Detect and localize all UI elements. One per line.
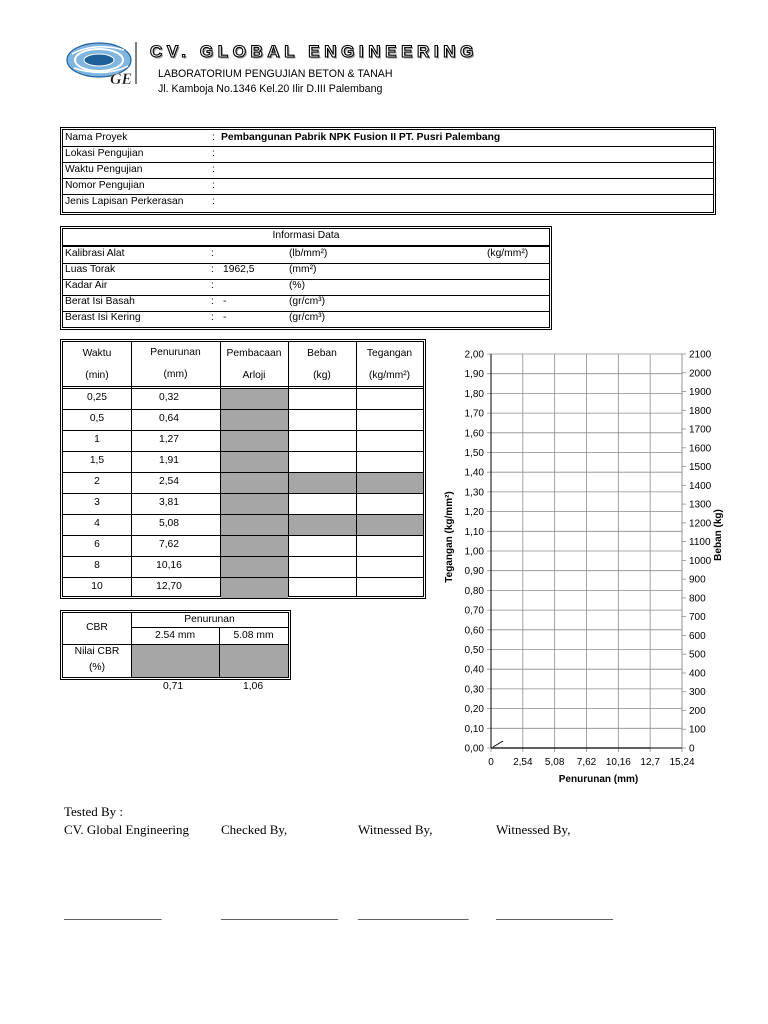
table-shaded-cell [221, 536, 288, 556]
company-name: CV. GLOBAL ENGINEERING [150, 42, 478, 61]
info-colon: : [211, 264, 214, 275]
chart-y2-tick-label: 1600 [689, 443, 712, 455]
chart-y-tick-label: 0,00 [464, 743, 484, 755]
chart-y-tick-label: 0,30 [464, 684, 484, 696]
chart-y2-tick-label: 2000 [689, 368, 712, 380]
chart-y-tick-label: 1,30 [464, 487, 484, 499]
cbr-penurunan-label: Penurunan [184, 614, 235, 625]
header-beban: Beban [307, 348, 337, 359]
info-title: Informasi Data [272, 230, 340, 241]
project-colon: : [212, 180, 215, 191]
header-tegangan-unit: (kg/mm²) [368, 370, 411, 381]
chart-x-axis-label: Penurunan (mm) [558, 774, 639, 785]
chart-y2-axis-label: Beban (kg) [713, 509, 724, 561]
info-unit-2: (kg/mm²) [487, 248, 529, 259]
table-cell-penurunan: 3,81 [158, 497, 180, 508]
info-label: Kalibrasi Alat [65, 248, 125, 259]
chart-y2-tick-label: 900 [689, 574, 706, 586]
cbr-col-2-54: 2.54 mm [154, 630, 196, 641]
chart-y-tick-label: 0,70 [464, 605, 484, 617]
info-colon: : [211, 280, 214, 291]
chart-y-tick-label: 0,60 [464, 625, 484, 637]
chart-y2-tick-label: 1000 [689, 555, 712, 567]
project-colon: : [212, 132, 215, 143]
info-value: - [223, 312, 227, 323]
header-waktu-unit: (min) [85, 370, 109, 381]
cbr-table [62, 612, 289, 678]
chart-y-tick-label: 1,90 [464, 369, 484, 381]
chart-y-tick-label: 1,50 [464, 448, 484, 459]
table-shaded-cell [357, 473, 423, 493]
chart-y-tick-label: 0,80 [464, 585, 484, 597]
cbr-pct-label: (%) [88, 662, 105, 673]
table-shaded-cell [221, 515, 288, 535]
table-shaded-cell [221, 557, 288, 577]
table-shaded-cell [289, 473, 356, 493]
chart-x-tick-label: 12,7 [640, 757, 660, 768]
chart-y2-tick-label: 1700 [689, 424, 712, 436]
info-unit: (lb/mm²) [289, 248, 328, 259]
table-cell-waktu: 6 [94, 539, 100, 550]
project-label: Nomor Pengujian [65, 180, 145, 191]
table-cell-penurunan: 2,54 [158, 476, 180, 487]
table-cell-waktu: 0,25 [86, 392, 108, 403]
table-cell-waktu: 4 [94, 518, 100, 529]
info-colon: : [211, 312, 214, 323]
laboratory-name: LABORATORIUM PENGUJIAN BETON & TANAH [158, 68, 393, 80]
checked-by-label: Checked By, [221, 822, 288, 837]
project-row [63, 146, 713, 163]
chart-x-tick-label: 2,54 [513, 757, 533, 768]
table-cell-penurunan: 0,64 [158, 413, 180, 424]
project-colon: : [212, 148, 215, 159]
chart-x-tick-label: 10,16 [605, 757, 631, 768]
chart-x-tick-label: 5,08 [544, 757, 565, 768]
header-penurunan: Penurunan [150, 347, 201, 358]
header-penurunan-unit: (mm) [163, 369, 188, 380]
info-unit: (gr/cm³) [289, 296, 326, 307]
chart-y2-tick-label: 1400 [689, 480, 712, 492]
info-colon: : [211, 296, 214, 307]
table-cell-waktu: 10 [91, 581, 103, 592]
chart-y2-tick-label: 1900 [689, 387, 712, 399]
chart-y2-tick-label: 700 [689, 612, 706, 624]
signature-line-witness-1: _________________ [358, 906, 469, 921]
cbr-divider [131, 627, 288, 628]
chart-x-tick-label: 0 [488, 757, 494, 768]
table-shaded-cell [357, 515, 423, 535]
chart-y2-tick-label: 600 [689, 630, 706, 642]
chart-y2-tick-label: 1500 [689, 462, 712, 474]
table-cell-penurunan: 12,70 [156, 581, 182, 592]
chart-y-tick-label: 0,40 [464, 664, 484, 676]
info-colon: : [211, 248, 214, 259]
cbr-chart-svg [440, 340, 730, 790]
table-cell-penurunan: 10,16 [156, 560, 182, 571]
table-cell-waktu: 0,5 [89, 413, 105, 424]
tester-company: CV. Global Engineering [64, 822, 190, 837]
signature-line-witness-2: __________________ [496, 906, 613, 921]
chart-y-tick-label: 1,00 [464, 546, 484, 558]
project-value: Pembangunan Pabrik NPK Fusion II PT. Pusri Palembang [221, 132, 501, 143]
company-logo [64, 40, 146, 86]
info-data-box [62, 228, 550, 328]
info-unit: (gr/cm³) [289, 312, 326, 323]
table-cell-waktu: 8 [94, 560, 100, 571]
table-shaded-cell [221, 494, 288, 514]
cbr-value-5-08: 1,06 [243, 681, 264, 692]
chart-y-tick-label: 2,00 [464, 349, 484, 361]
chart-y2-tick-label: 100 [689, 724, 706, 736]
chart-y-tick-label: 1,10 [464, 526, 484, 538]
info-row [63, 311, 549, 327]
chart-y-axis-label: Tegangan (kg/mm²) [444, 491, 455, 583]
cbr-nilai-label: Nilai CBR [74, 646, 120, 657]
signature-line-tester: _______________ [64, 906, 162, 921]
chart-y2-tick-label: 1800 [689, 405, 712, 417]
chart-y2-tick-label: 400 [689, 668, 706, 680]
info-label: Berast Isi Kering [65, 312, 141, 323]
info-label: Kadar Air [65, 280, 108, 291]
chart-y2-tick-label: 2100 [689, 349, 712, 361]
table-shaded-cell [221, 431, 288, 451]
project-label: Jenis Lapisan Perkerasan [65, 196, 184, 207]
chart-y2-tick-label: 800 [689, 593, 706, 605]
chart-y2-tick-label: 200 [689, 705, 706, 717]
project-colon: : [212, 164, 215, 175]
info-unit: (mm²) [289, 264, 317, 275]
header-waktu: Waktu [82, 348, 112, 359]
table-cell-waktu: 1,5 [89, 455, 105, 466]
chart-x-tick-label: 7,62 [576, 757, 597, 768]
info-value: 1962,5 [223, 264, 255, 275]
table-cell-penurunan: 1,27 [158, 434, 180, 445]
chart-y-tick-label: 1,60 [464, 428, 484, 440]
chart-y-tick-label: 1,70 [464, 408, 484, 420]
project-label: Lokasi Pengujian [65, 148, 144, 159]
table-shaded-cell [221, 389, 288, 409]
table-shaded-cell [289, 515, 356, 535]
table-cell-penurunan: 7,62 [158, 539, 180, 550]
chart-origin-mark [493, 741, 503, 747]
project-label: Nama Proyek [65, 132, 128, 143]
info-unit: (%) [289, 280, 306, 291]
table-row-divider [63, 386, 423, 387]
info-row [63, 247, 549, 264]
info-label: Berat Isi Basah [65, 296, 135, 307]
project-row [63, 162, 713, 179]
info-label: Luas Torak [65, 264, 116, 275]
chart-y2-tick-label: 300 [689, 687, 706, 699]
table-cell-waktu: 2 [94, 476, 100, 487]
cbr-shaded-cell [132, 645, 219, 677]
info-row [63, 295, 549, 312]
chart-y-tick-label: 0,50 [464, 645, 484, 656]
chart-y-tick-label: 0,90 [464, 566, 484, 578]
chart-y2-tick-label: 1300 [689, 499, 712, 511]
table-shaded-cell [221, 578, 288, 598]
chart-y-tick-label: 0,10 [464, 723, 484, 735]
project-info-box [62, 129, 714, 213]
witnessed-by-label-2: Witnessed By, [496, 822, 571, 837]
table-col-divider [288, 342, 289, 596]
info-title-row [63, 229, 549, 247]
chart-y-tick-label: 0,20 [464, 704, 484, 716]
table-shaded-cell [221, 452, 288, 472]
table-cell-penurunan: 1,91 [158, 455, 180, 466]
chart-x-tick-label: 15,24 [669, 757, 695, 768]
table-cell-waktu: 3 [94, 497, 100, 508]
chart-y2-tick-label: 1200 [689, 518, 712, 530]
signature-line-checker: __________________ [221, 906, 338, 921]
project-row [63, 194, 713, 211]
chart-y2-tick-label: 0 [689, 743, 695, 755]
laboratory-address: Jl. Kamboja No.1346 Kel.20 Ilir D.III Palembang [158, 83, 383, 95]
table-cell-penurunan: 0,32 [158, 392, 180, 403]
header-pembacaan: Pembacaan [226, 348, 282, 359]
info-row [63, 279, 549, 296]
header-tegangan: Tegangan [366, 348, 413, 359]
cbr-shaded-cell [220, 645, 288, 677]
project-colon: : [212, 196, 215, 207]
test-data-table [62, 341, 424, 597]
cbr-col-5-08: 5.08 mm [233, 630, 274, 641]
table-cell-penurunan: 5,08 [158, 518, 180, 529]
cbr-label: CBR [86, 622, 108, 633]
chart-y2-tick-label: 500 [689, 649, 706, 661]
project-label: Waktu Pengujian [65, 164, 143, 175]
table-shaded-cell [221, 410, 288, 430]
chart-y-tick-label: 1,40 [464, 467, 484, 479]
svg-text:GE: GE [110, 71, 133, 86]
info-value: - [223, 296, 227, 307]
witnessed-by-label-1: Witnessed By, [358, 822, 433, 837]
header-pembacaan-unit: Arloji [242, 370, 266, 381]
header-beban-unit: (kg) [313, 370, 331, 381]
info-row [63, 263, 549, 280]
table-cell-waktu: 1 [94, 434, 100, 445]
cbr-value-2-54: 0,71 [163, 681, 184, 692]
project-row [63, 178, 713, 195]
cbr-chart [440, 340, 730, 795]
table-col-divider [131, 342, 132, 596]
table-shaded-cell [221, 473, 288, 493]
chart-y2-tick-label: 1100 [689, 537, 711, 549]
chart-y-tick-label: 1,20 [464, 507, 484, 519]
tested-by-label: Tested By : [64, 804, 124, 819]
table-col-divider [356, 342, 357, 596]
project-row [63, 130, 713, 147]
chart-y-tick-label: 1,80 [464, 388, 484, 400]
